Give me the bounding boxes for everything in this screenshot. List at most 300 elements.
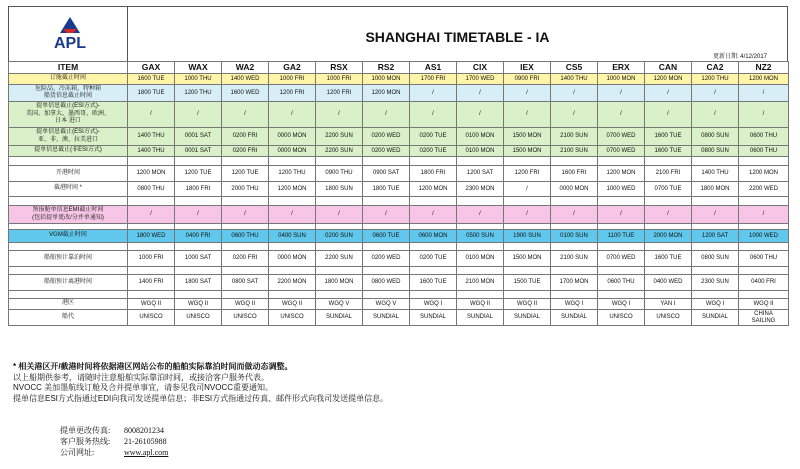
header-row xyxy=(9,62,789,74)
table-cell: 1800 FRI xyxy=(410,166,457,182)
row-label: 船代 xyxy=(9,310,128,326)
table-cell xyxy=(645,267,692,275)
table-cell: 1200 MON xyxy=(363,85,410,102)
row-label: 预报舱单信息EMI截止时间 (包括提单更改/分并单通知) xyxy=(9,206,128,224)
table-cell: 0200 WED xyxy=(363,128,410,146)
row-label xyxy=(9,157,128,166)
table-row xyxy=(9,291,789,299)
table-cell: 0000 MON xyxy=(269,128,316,146)
table-cell: 1800 FRI xyxy=(175,182,222,197)
table-cell: 1200 THU xyxy=(692,74,739,85)
table-cell: 1600 TUE xyxy=(645,251,692,267)
table-cell: / xyxy=(504,206,551,224)
table-cell xyxy=(222,267,269,275)
table-cell xyxy=(410,157,457,166)
table-cell xyxy=(598,157,645,166)
table-cell: 0600 THU xyxy=(739,128,789,146)
table-cell: 1200 MON xyxy=(410,182,457,197)
table-cell xyxy=(175,197,222,206)
table-cell: WGQ I xyxy=(551,299,598,310)
table-cell: / xyxy=(739,85,789,102)
notes-block xyxy=(13,362,773,404)
table-row xyxy=(9,230,789,243)
note-line: 以上船期供参考，请随时注意船舶实际靠泊时间，或接洽客户服务代表。 xyxy=(13,372,269,382)
table-cell: WGQ V xyxy=(316,299,363,310)
table-cell xyxy=(504,197,551,206)
column-header-service: CA2 xyxy=(692,62,739,74)
table-cell xyxy=(504,291,551,299)
column-header-service: WAX xyxy=(175,62,222,74)
table-row xyxy=(9,166,789,182)
table-cell: 1900 SUN xyxy=(504,230,551,243)
column-header-service: GAX xyxy=(128,62,175,74)
note-line: NVOCC 美加墨航线订舱及合并提单事宜，请参见我司NVOCC重要通知。 xyxy=(13,383,274,393)
table-cell xyxy=(551,243,598,251)
column-header-service: WA2 xyxy=(222,62,269,74)
table-cell: 1200 MON xyxy=(598,166,645,182)
table-cell xyxy=(222,157,269,166)
table-cell: SUNDIAL xyxy=(551,310,598,326)
table-cell xyxy=(551,157,598,166)
table-cell: 1400 THU xyxy=(128,146,175,157)
table-cell: / xyxy=(128,206,175,224)
table-cell: WGQ II xyxy=(457,299,504,310)
column-header-service: ERX xyxy=(598,62,645,74)
table-cell xyxy=(598,197,645,206)
table-cell: 1700 FRI xyxy=(410,74,457,85)
table-cell: / xyxy=(551,206,598,224)
table-cell xyxy=(363,291,410,299)
table-cell: 0400 SUN xyxy=(269,230,316,243)
table-cell: 0600 THU xyxy=(222,230,269,243)
table-cell xyxy=(175,291,222,299)
table-cell: 2000 THU xyxy=(222,182,269,197)
table-cell xyxy=(316,267,363,275)
table-cell xyxy=(598,291,645,299)
table-cell: / xyxy=(692,206,739,224)
table-cell: 1800 WED xyxy=(128,230,175,243)
table-cell: 2300 SUN xyxy=(692,275,739,291)
column-header-service: RS2 xyxy=(363,62,410,74)
timetable-header xyxy=(8,6,788,61)
table-cell: 1500 MON xyxy=(504,128,551,146)
timetable-sheet xyxy=(8,6,788,326)
table-cell: 1800 SUN xyxy=(316,182,363,197)
table-cell: / xyxy=(222,102,269,128)
table-cell: 0000 MON xyxy=(269,251,316,267)
table-cell xyxy=(457,267,504,275)
table-cell xyxy=(692,197,739,206)
table-cell: / xyxy=(222,206,269,224)
table-cell: 0400 WED xyxy=(645,275,692,291)
table-cell: WGQ I xyxy=(598,299,645,310)
table-cell: 1700 WED xyxy=(457,74,504,85)
table-cell: 1000 MON xyxy=(363,74,410,85)
website-link[interactable]: www.apl.com xyxy=(124,448,169,457)
table-cell xyxy=(175,243,222,251)
table-cell: 1600 TUE xyxy=(645,146,692,157)
table-cell xyxy=(363,243,410,251)
table-cell xyxy=(175,157,222,166)
update-label: 更新日期: xyxy=(712,54,739,60)
table-cell: 1200 THU xyxy=(175,85,222,102)
table-cell: 0400 FRI xyxy=(175,230,222,243)
table-cell: 0200 FRI xyxy=(222,128,269,146)
table-cell xyxy=(222,197,269,206)
table-cell: 0800 WED xyxy=(363,275,410,291)
table-cell: 1200 MON xyxy=(269,182,316,197)
table-cell: 1500 MON xyxy=(504,251,551,267)
table-cell xyxy=(645,243,692,251)
table-cell: 1000 FRI xyxy=(128,251,175,267)
table-cell: / xyxy=(551,102,598,128)
table-cell: 0000 MON xyxy=(269,146,316,157)
table-cell: 0200 TUE xyxy=(410,128,457,146)
logo-text: APL xyxy=(54,35,86,52)
table-cell xyxy=(363,267,410,275)
row-label xyxy=(9,243,128,251)
table-cell: / xyxy=(598,102,645,128)
table-cell: / xyxy=(504,85,551,102)
table-cell: / xyxy=(551,85,598,102)
table-cell xyxy=(692,267,739,275)
row-label: 开港时间 xyxy=(9,166,128,182)
table-cell xyxy=(269,291,316,299)
table-cell: 1200 FRI xyxy=(504,166,551,182)
table-cell: / xyxy=(269,206,316,224)
table-cell xyxy=(457,157,504,166)
table-cell: 0000 MON xyxy=(551,182,598,197)
table-cell: 0900 SAT xyxy=(363,166,410,182)
table-row xyxy=(9,243,789,251)
table-cell: 1200 MON xyxy=(128,166,175,182)
table-cell xyxy=(128,243,175,251)
table-cell: / xyxy=(504,102,551,128)
table-cell xyxy=(269,157,316,166)
table-cell: 1400 THU xyxy=(551,74,598,85)
table-cell xyxy=(316,291,363,299)
table-cell: 1800 MON xyxy=(692,182,739,197)
table-cell xyxy=(269,197,316,206)
table-cell: 2100 FRI xyxy=(645,166,692,182)
table-cell: 0001 SAT xyxy=(175,146,222,157)
table-cell: 0200 TUE xyxy=(410,251,457,267)
table-cell: WGQ II xyxy=(222,299,269,310)
table-cell: 1200 FRI xyxy=(269,85,316,102)
table-row xyxy=(9,251,789,267)
table-cell: 0800 SUN xyxy=(692,146,739,157)
table-cell: 1000 FRI xyxy=(316,74,363,85)
table-cell xyxy=(316,157,363,166)
table-cell: 0001 SAT xyxy=(175,128,222,146)
table-cell: 1200 MON xyxy=(739,166,789,182)
table-cell: 1000 WED xyxy=(598,182,645,197)
table-row xyxy=(9,275,789,291)
table-cell: 2000 MON xyxy=(645,230,692,243)
table-cell: 1400 FRI xyxy=(128,275,175,291)
table-cell xyxy=(598,267,645,275)
table-cell: 2100 SUN xyxy=(551,251,598,267)
table-cell: / xyxy=(457,102,504,128)
table-cell: 1600 TUE xyxy=(410,275,457,291)
table-cell xyxy=(504,157,551,166)
table-cell: SUNDIAL xyxy=(504,310,551,326)
row-label: 提单信息截止(非ESI方式) xyxy=(9,146,128,157)
table-cell: / xyxy=(645,85,692,102)
table-cell: 1800 MON xyxy=(316,275,363,291)
table-cell: SUNDIAL xyxy=(363,310,410,326)
row-label: 提单信息截止(ESI方式)- 亚、非、澳、拉美进口 xyxy=(9,128,128,146)
table-cell: / xyxy=(457,85,504,102)
table-row xyxy=(9,267,789,275)
table-cell: 0600 THU xyxy=(598,275,645,291)
table-cell xyxy=(645,157,692,166)
table-cell: 1200 FRI xyxy=(316,85,363,102)
table-cell xyxy=(410,267,457,275)
table-row xyxy=(9,102,789,128)
table-cell: 1000 SAT xyxy=(175,251,222,267)
table-cell xyxy=(739,267,789,275)
table-cell: / xyxy=(692,102,739,128)
column-header-service: CIX xyxy=(457,62,504,74)
table-cell: 1800 TUE xyxy=(128,85,175,102)
table-cell: / xyxy=(410,85,457,102)
table-row xyxy=(9,299,789,310)
table-cell: 2100 MON xyxy=(457,275,504,291)
table-cell xyxy=(222,291,269,299)
table-cell xyxy=(551,197,598,206)
table-cell: 0900 FRI xyxy=(504,74,551,85)
table-row xyxy=(9,310,789,326)
table-cell: 1200 TUE xyxy=(175,166,222,182)
table-cell: 0100 MON xyxy=(457,251,504,267)
apl-logo xyxy=(44,15,96,55)
table-cell: 0600 THU xyxy=(739,251,789,267)
table-cell: SUNDIAL xyxy=(316,310,363,326)
table-cell: 2200 SUN xyxy=(316,146,363,157)
table-cell xyxy=(222,243,269,251)
column-header-service: CAN xyxy=(645,62,692,74)
table-cell: / xyxy=(316,102,363,128)
table-cell: / xyxy=(128,102,175,128)
table-cell: 2200 SUN xyxy=(316,128,363,146)
table-cell: / xyxy=(598,85,645,102)
note-line: 提单信息ESI方式指通过EDI向我司发送提单信息；非ESI方式指通过传真、邮件形式向我司发送提单信息。 xyxy=(13,393,389,403)
table-cell: 0600 MON xyxy=(410,230,457,243)
page-title: SHANGHAI TIMETABLE - IA xyxy=(365,29,550,45)
table-cell: 1600 TUE xyxy=(645,128,692,146)
table-cell xyxy=(739,291,789,299)
table-cell: 1200 MON xyxy=(739,74,789,85)
table-cell: 1200 SAT xyxy=(457,166,504,182)
table-cell xyxy=(316,197,363,206)
note-line: * 相关港区开/截港时间将依据港区网站公布的船舶实际靠泊时间而做动态调整。 xyxy=(13,362,293,371)
table-cell: 2100 SUN xyxy=(551,146,598,157)
table-cell: 1100 TUE xyxy=(598,230,645,243)
table-cell xyxy=(739,157,789,166)
table-cell: 2100 SUN xyxy=(551,128,598,146)
table-cell xyxy=(363,197,410,206)
column-header-service: GA2 xyxy=(269,62,316,74)
table-cell: / xyxy=(504,182,551,197)
update-value: 4/12/2017 xyxy=(740,54,767,60)
table-cell: 0600 THU xyxy=(739,146,789,157)
table-cell: UNISCO xyxy=(222,310,269,326)
table-cell xyxy=(692,243,739,251)
table-cell: YAN I xyxy=(645,299,692,310)
table-cell: / xyxy=(739,206,789,224)
table-cell: UNISCO xyxy=(128,310,175,326)
table-cell: 1400 THU xyxy=(692,166,739,182)
table-cell: 0700 WED xyxy=(598,128,645,146)
table-cell: 1000 MON xyxy=(598,74,645,85)
table-cell: 1200 SAT xyxy=(692,230,739,243)
row-label: 船舶预计靠泊时间 xyxy=(9,251,128,267)
table-cell: SUNDIAL xyxy=(410,310,457,326)
table-cell: UNISCO xyxy=(598,310,645,326)
table-cell xyxy=(645,197,692,206)
table-cell: / xyxy=(692,85,739,102)
table-cell: 1400 THU xyxy=(128,128,175,146)
table-cell: WGQ I xyxy=(410,299,457,310)
row-label: VGM截止时间 xyxy=(9,230,128,243)
table-row xyxy=(9,85,789,102)
table-cell: 0400 FRI xyxy=(739,275,789,291)
contact-fax: 提单更改传真: 8008201234 xyxy=(60,426,164,435)
table-cell: / xyxy=(457,206,504,224)
table-cell xyxy=(410,197,457,206)
table-cell: 1600 TUE xyxy=(128,74,175,85)
table-cell: 0200 WED xyxy=(363,146,410,157)
column-header-service: RSX xyxy=(316,62,363,74)
table-cell: 0700 WED xyxy=(598,251,645,267)
table-cell: WGQ II xyxy=(175,299,222,310)
row-label: 船舶预计离港时间 xyxy=(9,275,128,291)
table-cell xyxy=(269,267,316,275)
table-cell: 0800 SUN xyxy=(692,128,739,146)
table-cell xyxy=(457,291,504,299)
table-cell: 2200 WED xyxy=(739,182,789,197)
table-cell: UNISCO xyxy=(645,310,692,326)
table-cell: 1800 TUE xyxy=(363,182,410,197)
table-cell: 1000 WED xyxy=(739,230,789,243)
table-cell xyxy=(363,157,410,166)
table-cell xyxy=(457,243,504,251)
table-cell: / xyxy=(316,206,363,224)
table-cell: 0800 SUN xyxy=(692,251,739,267)
table-cell xyxy=(457,197,504,206)
table-cell: 0800 THU xyxy=(128,182,175,197)
table-cell xyxy=(692,291,739,299)
table-cell: / xyxy=(598,206,645,224)
row-label: 提单信息截止(ESI方式)- 美国、加拿大、墨西哥、欧洲、 日本 进口 xyxy=(9,102,128,128)
table-cell: 1600 FRI xyxy=(551,166,598,182)
logo-cell xyxy=(9,7,128,61)
table-row xyxy=(9,206,789,224)
table-row xyxy=(9,157,789,166)
table-cell: / xyxy=(175,206,222,224)
table-cell: / xyxy=(645,206,692,224)
table-cell xyxy=(128,157,175,166)
row-label xyxy=(9,291,128,299)
table-cell xyxy=(692,157,739,166)
table-cell: WGQ II xyxy=(128,299,175,310)
row-label: 订舱截止时间 xyxy=(9,74,128,85)
table-cell: UNISCO xyxy=(175,310,222,326)
table-row xyxy=(9,182,789,197)
table-cell xyxy=(739,243,789,251)
column-header-service: IEX xyxy=(504,62,551,74)
table-cell: 1200 THU xyxy=(269,166,316,182)
table-cell: 1500 TUE xyxy=(504,275,551,291)
table-cell: 1600 WED xyxy=(222,85,269,102)
table-row xyxy=(9,197,789,206)
row-label: 危险品、冷冻箱、特种箱 船货信息截止时间 xyxy=(9,85,128,102)
column-header-service: AS1 xyxy=(410,62,457,74)
table-cell: SUNDIAL xyxy=(457,310,504,326)
table-cell: SUNDIAL xyxy=(692,310,739,326)
table-cell xyxy=(128,267,175,275)
contact-website: 公司网址: www.apl.com xyxy=(60,448,169,457)
table-cell xyxy=(504,243,551,251)
column-header-item: ITEM xyxy=(9,62,128,74)
table-cell: 1200 MON xyxy=(645,74,692,85)
table-cell xyxy=(645,291,692,299)
table-cell: 0100 MON xyxy=(457,128,504,146)
table-cell xyxy=(175,267,222,275)
table-cell: 0200 WED xyxy=(363,251,410,267)
table-cell: WGQ V xyxy=(363,299,410,310)
table-cell: 1000 FRI xyxy=(269,74,316,85)
table-cell: 1400 WED xyxy=(222,74,269,85)
table-cell xyxy=(739,197,789,206)
table-cell: 2200 MON xyxy=(269,275,316,291)
table-cell: 2300 MON xyxy=(457,182,504,197)
table-cell: / xyxy=(739,102,789,128)
row-label: 截港时间 * xyxy=(9,182,128,197)
table-cell: 1000 THU xyxy=(175,74,222,85)
timetable-table xyxy=(8,61,789,326)
table-cell xyxy=(410,243,457,251)
table-cell xyxy=(504,267,551,275)
table-cell: 0500 SUN xyxy=(457,230,504,243)
column-header-service: CS5 xyxy=(551,62,598,74)
contact-hotline: 客户服务热线: 21-26105988 xyxy=(60,437,167,446)
table-cell: 1200 TUE xyxy=(222,166,269,182)
table-cell: 1700 MON xyxy=(551,275,598,291)
table-cell xyxy=(316,243,363,251)
table-row xyxy=(9,128,789,146)
table-cell: WGQ II xyxy=(504,299,551,310)
table-cell: 0100 SUN xyxy=(551,230,598,243)
table-cell: 0800 SAT xyxy=(222,275,269,291)
table-cell xyxy=(269,243,316,251)
table-cell: WGQ I xyxy=(692,299,739,310)
table-cell: / xyxy=(410,102,457,128)
table-cell: / xyxy=(363,206,410,224)
column-header-service: NZ2 xyxy=(739,62,789,74)
table-cell xyxy=(551,267,598,275)
table-cell: WGQ II xyxy=(269,299,316,310)
table-cell: 0700 TUE xyxy=(645,182,692,197)
table-cell: / xyxy=(269,102,316,128)
table-cell: 0200 TUE xyxy=(410,146,457,157)
row-label xyxy=(9,197,128,206)
table-cell: / xyxy=(363,102,410,128)
table-cell: 0900 THU xyxy=(316,166,363,182)
contacts-block xyxy=(60,425,168,458)
table-cell: 0200 FRI xyxy=(222,146,269,157)
